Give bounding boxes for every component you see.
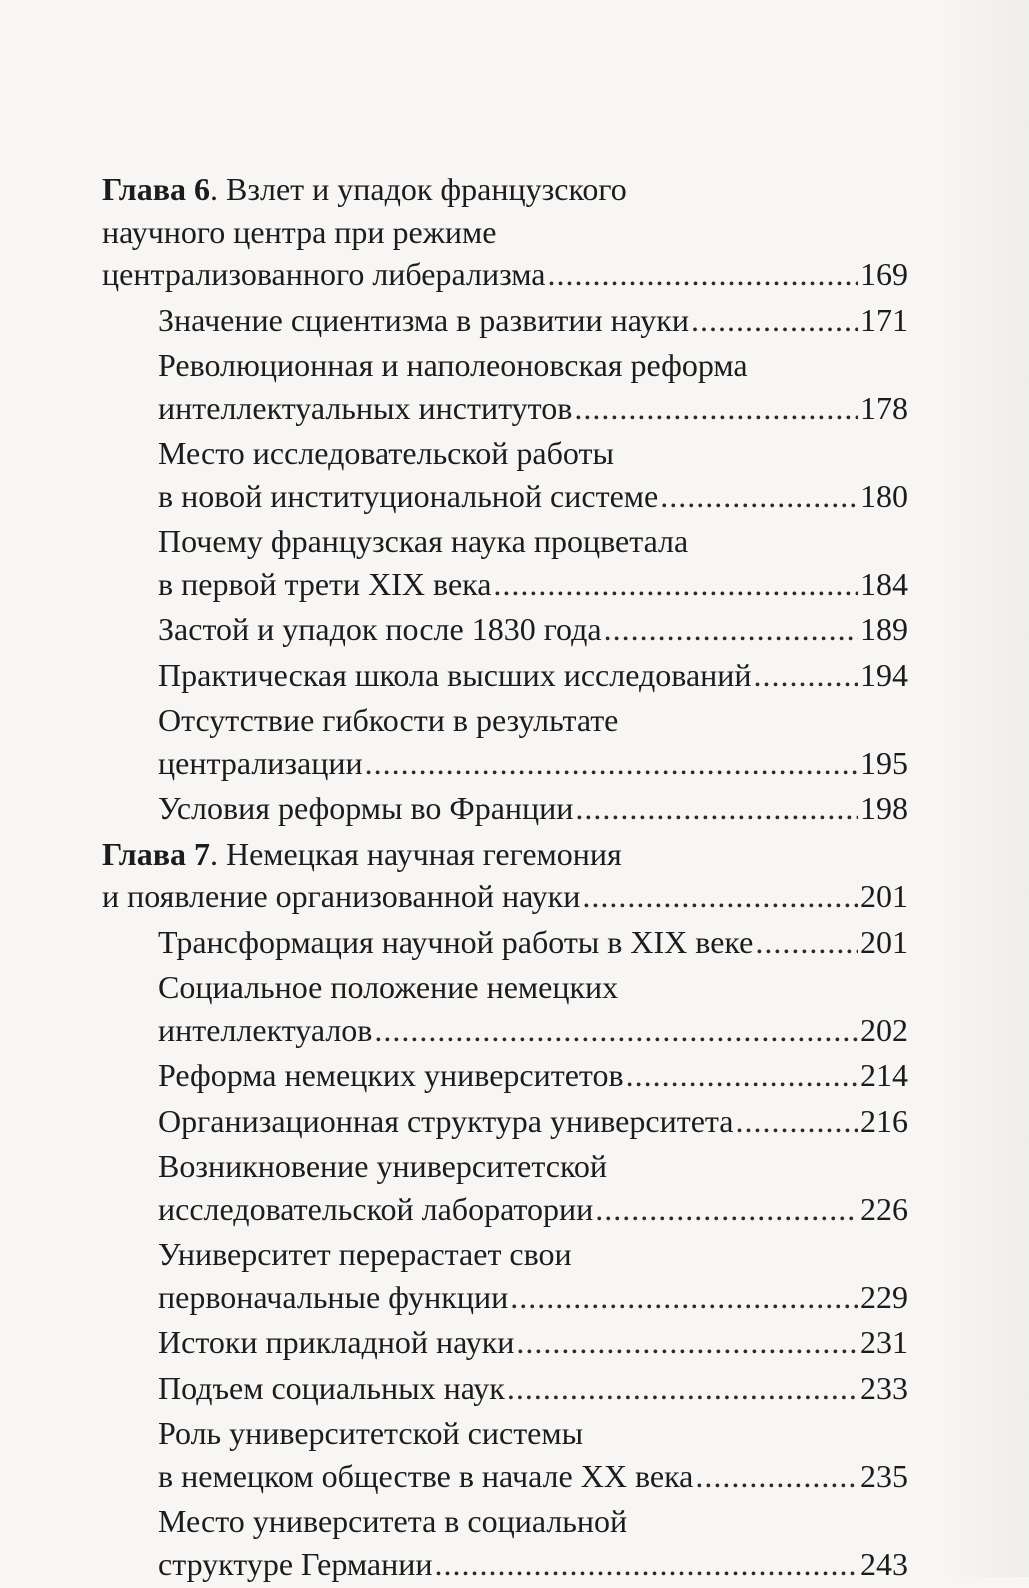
toc-title-line: централизации <box>158 744 363 781</box>
toc-section-entry <box>102 1367 908 1410</box>
page-number: 198 <box>860 790 908 826</box>
toc-entry-line <box>158 1543 908 1586</box>
toc-entry-text <box>158 1054 624 1097</box>
toc-entry-line <box>158 520 908 563</box>
toc-entry-line <box>158 1321 908 1364</box>
toc-title-line: Роль университетской системы <box>158 1415 584 1451</box>
toc-title-line: Университет перерастает свои <box>158 1236 572 1272</box>
toc-entry-line <box>158 1276 908 1319</box>
dot-leader <box>575 787 858 830</box>
table-of-contents <box>102 168 908 1588</box>
toc-title-line: Практическая школа высших исследований <box>158 656 752 693</box>
toc-title-line: Подъем социальных наук <box>158 1369 505 1406</box>
page-number: 201 <box>860 878 908 914</box>
toc-section-entry <box>102 1412 908 1497</box>
chapter-label: Глава 7 <box>102 835 210 872</box>
toc-chapter-entry <box>102 833 908 918</box>
toc-entry-line <box>158 1009 908 1052</box>
toc-entry-text <box>102 875 580 918</box>
toc-entry-line <box>158 1233 908 1276</box>
toc-entry-line <box>158 608 908 651</box>
toc-entry-line <box>158 787 908 830</box>
toc-entry-text <box>158 966 618 1009</box>
toc-entry-line <box>158 1367 908 1410</box>
chapter-label: Глава 6 <box>102 171 210 207</box>
page-number: 180 <box>860 477 908 514</box>
toc-entry-text <box>158 1233 572 1276</box>
page-number: 202 <box>860 1011 908 1048</box>
toc-entry-text <box>158 1188 593 1231</box>
page-number: 233 <box>860 1369 908 1406</box>
dot-leader <box>691 299 858 342</box>
page-number: 214 <box>860 1057 908 1093</box>
toc-entry-line <box>102 833 908 876</box>
dot-leader <box>547 253 858 296</box>
toc-entry-text <box>158 1276 508 1319</box>
toc-title-line: Застой и упадок после 1830 года <box>158 611 602 647</box>
dot-leader <box>374 1009 858 1052</box>
dot-leader <box>582 875 858 918</box>
dot-leader <box>660 475 858 518</box>
toc-title-line: Отсутствие гибкости в результате <box>158 702 619 738</box>
toc-entry-line <box>158 654 908 697</box>
toc-title-line: Организационная структура университета <box>158 1102 734 1139</box>
toc-entry-line <box>158 1100 908 1143</box>
toc-entry-text <box>158 432 614 475</box>
toc-chapter-entry <box>102 168 908 296</box>
toc-title-line: . Взлет и упадок французского <box>209 171 627 207</box>
toc-section-entry <box>102 699 908 784</box>
page-number: 226 <box>860 1190 908 1227</box>
toc-entry-line <box>158 475 908 518</box>
toc-entry-text <box>158 344 748 387</box>
dot-leader <box>507 1367 858 1410</box>
toc-entry-line <box>158 1412 908 1455</box>
toc-section-entry <box>102 966 908 1051</box>
toc-title-line: Значение сциентизма в развитии науки <box>158 301 689 338</box>
toc-entry-text <box>158 387 572 430</box>
toc-entry-text <box>158 608 602 651</box>
toc-title-line: Реформа немецких университетов <box>158 1057 624 1093</box>
toc-entry-line <box>158 344 908 387</box>
toc-title-line: в новой институциональной системе <box>158 477 659 514</box>
toc-entry-line <box>158 387 908 430</box>
toc-entry-text <box>158 742 363 785</box>
toc-title-line: интеллектуалов <box>158 1011 373 1048</box>
toc-entry-line <box>158 1145 908 1188</box>
dot-leader <box>365 742 858 785</box>
dot-leader <box>604 608 858 651</box>
toc-entry-text <box>158 475 658 518</box>
toc-entry-text <box>158 299 689 342</box>
toc-section-entry <box>102 432 908 517</box>
page-number: 231 <box>860 1324 908 1360</box>
dot-leader <box>755 921 858 964</box>
toc-section-entry <box>102 787 908 830</box>
toc-entry-text <box>158 1455 693 1498</box>
dot-leader <box>695 1455 858 1498</box>
toc-title-line: в немецком обществе в начале XX века <box>158 1457 694 1494</box>
toc-section-entry <box>102 921 908 964</box>
toc-entry-line <box>158 1500 908 1543</box>
toc-entry-text <box>158 563 491 606</box>
page-number: 195 <box>860 744 908 781</box>
toc-title-line: исследовательской лаборатории <box>158 1190 594 1227</box>
toc-entry-line <box>158 432 908 475</box>
toc-section-entry <box>102 1054 908 1097</box>
toc-entry-line <box>158 1054 908 1097</box>
toc-entry-text <box>158 1145 607 1188</box>
toc-entry-line <box>158 742 908 785</box>
toc-entry-line <box>158 921 908 964</box>
toc-title-line: . Немецкая научная гегемония <box>209 835 622 872</box>
toc-section-entry <box>102 608 908 651</box>
dot-leader <box>626 1054 858 1097</box>
toc-entry-text <box>102 211 496 254</box>
page-number: 201 <box>860 923 908 960</box>
toc-entry-text <box>102 253 545 296</box>
toc-entry-line <box>158 299 908 342</box>
toc-title-line: в первой трети XIX века <box>158 565 492 602</box>
toc-entry-line <box>102 253 908 296</box>
toc-title-line: Условия реформы во Франции <box>158 790 574 826</box>
toc-section-entry <box>102 1321 908 1364</box>
toc-title-line: Место университета в социальной <box>158 1503 628 1539</box>
toc-title-line: Истоки прикладной науки <box>158 1324 515 1360</box>
toc-section-entry <box>102 344 908 429</box>
toc-entry-line <box>158 1455 908 1498</box>
toc-section-entry <box>102 299 908 342</box>
toc-title-line: Революционная и наполеоновская реформа <box>158 347 748 383</box>
toc-entry-text <box>158 699 618 742</box>
toc-title-line: Почему французская наука процветала <box>158 523 689 559</box>
page-number: 169 <box>860 256 908 292</box>
toc-entry-text <box>158 520 688 563</box>
dot-leader <box>434 1543 858 1586</box>
toc-title-line: Социальное положение немецких <box>158 969 619 1005</box>
dot-leader <box>574 387 858 430</box>
toc-title-line: и появление организованной науки <box>102 878 581 914</box>
toc-entry-text <box>158 1321 514 1364</box>
toc-entry-text <box>158 1100 733 1143</box>
dot-leader <box>595 1188 858 1231</box>
dot-leader <box>754 654 858 697</box>
dot-leader <box>493 563 858 606</box>
page-edge-shadow <box>939 0 1029 1577</box>
toc-entry-text <box>102 168 627 211</box>
toc-entry-text <box>158 1412 583 1455</box>
toc-title-line: интеллектуальных институтов <box>158 389 573 426</box>
page-number: 229 <box>860 1278 908 1315</box>
toc-title-line: первоначальные функции <box>158 1278 509 1315</box>
page-number: 194 <box>860 656 908 693</box>
toc-entry-text <box>158 1500 627 1543</box>
toc-title-line: научного центра при режиме <box>102 213 497 250</box>
page-number: 189 <box>860 611 908 647</box>
toc-entry-text <box>158 1009 372 1052</box>
toc-entry-text <box>158 1367 505 1410</box>
toc-section-entry <box>102 1100 908 1143</box>
toc-title-line: Трансформация научной работы в XIX веке <box>158 923 754 960</box>
toc-entry-text <box>102 833 622 876</box>
toc-entry-text <box>158 654 752 697</box>
toc-entry-text <box>158 1543 432 1586</box>
page-number: 171 <box>860 301 908 338</box>
dot-leader <box>510 1276 858 1319</box>
toc-entry-text <box>158 921 753 964</box>
toc-entry-line <box>102 875 908 918</box>
toc-section-entry <box>102 1145 908 1230</box>
toc-entry-line <box>158 563 908 606</box>
toc-entry-line <box>158 1188 908 1231</box>
toc-title-line: Возникновение университетской <box>158 1148 607 1184</box>
toc-title-line: централизованного либерализма <box>102 256 546 292</box>
page-number: 243 <box>860 1545 908 1582</box>
toc-section-entry <box>102 654 908 697</box>
page-number: 184 <box>860 565 908 602</box>
toc-section-entry <box>102 1233 908 1318</box>
toc-section-entry <box>102 520 908 605</box>
toc-entry-text <box>158 787 573 830</box>
page-number: 235 <box>860 1457 908 1494</box>
dot-leader <box>516 1321 858 1364</box>
toc-section-entry <box>102 1500 908 1585</box>
toc-title-line: Место исследовательской работы <box>158 435 614 471</box>
toc-entry-line <box>158 966 908 1009</box>
page-number: 178 <box>860 389 908 426</box>
dot-leader <box>735 1100 858 1143</box>
toc-entry-line <box>102 211 908 254</box>
toc-title-line: структуре Германии <box>158 1545 433 1582</box>
toc-entry-line <box>158 699 908 742</box>
toc-entry-line <box>102 168 908 211</box>
page-number: 216 <box>860 1102 908 1139</box>
